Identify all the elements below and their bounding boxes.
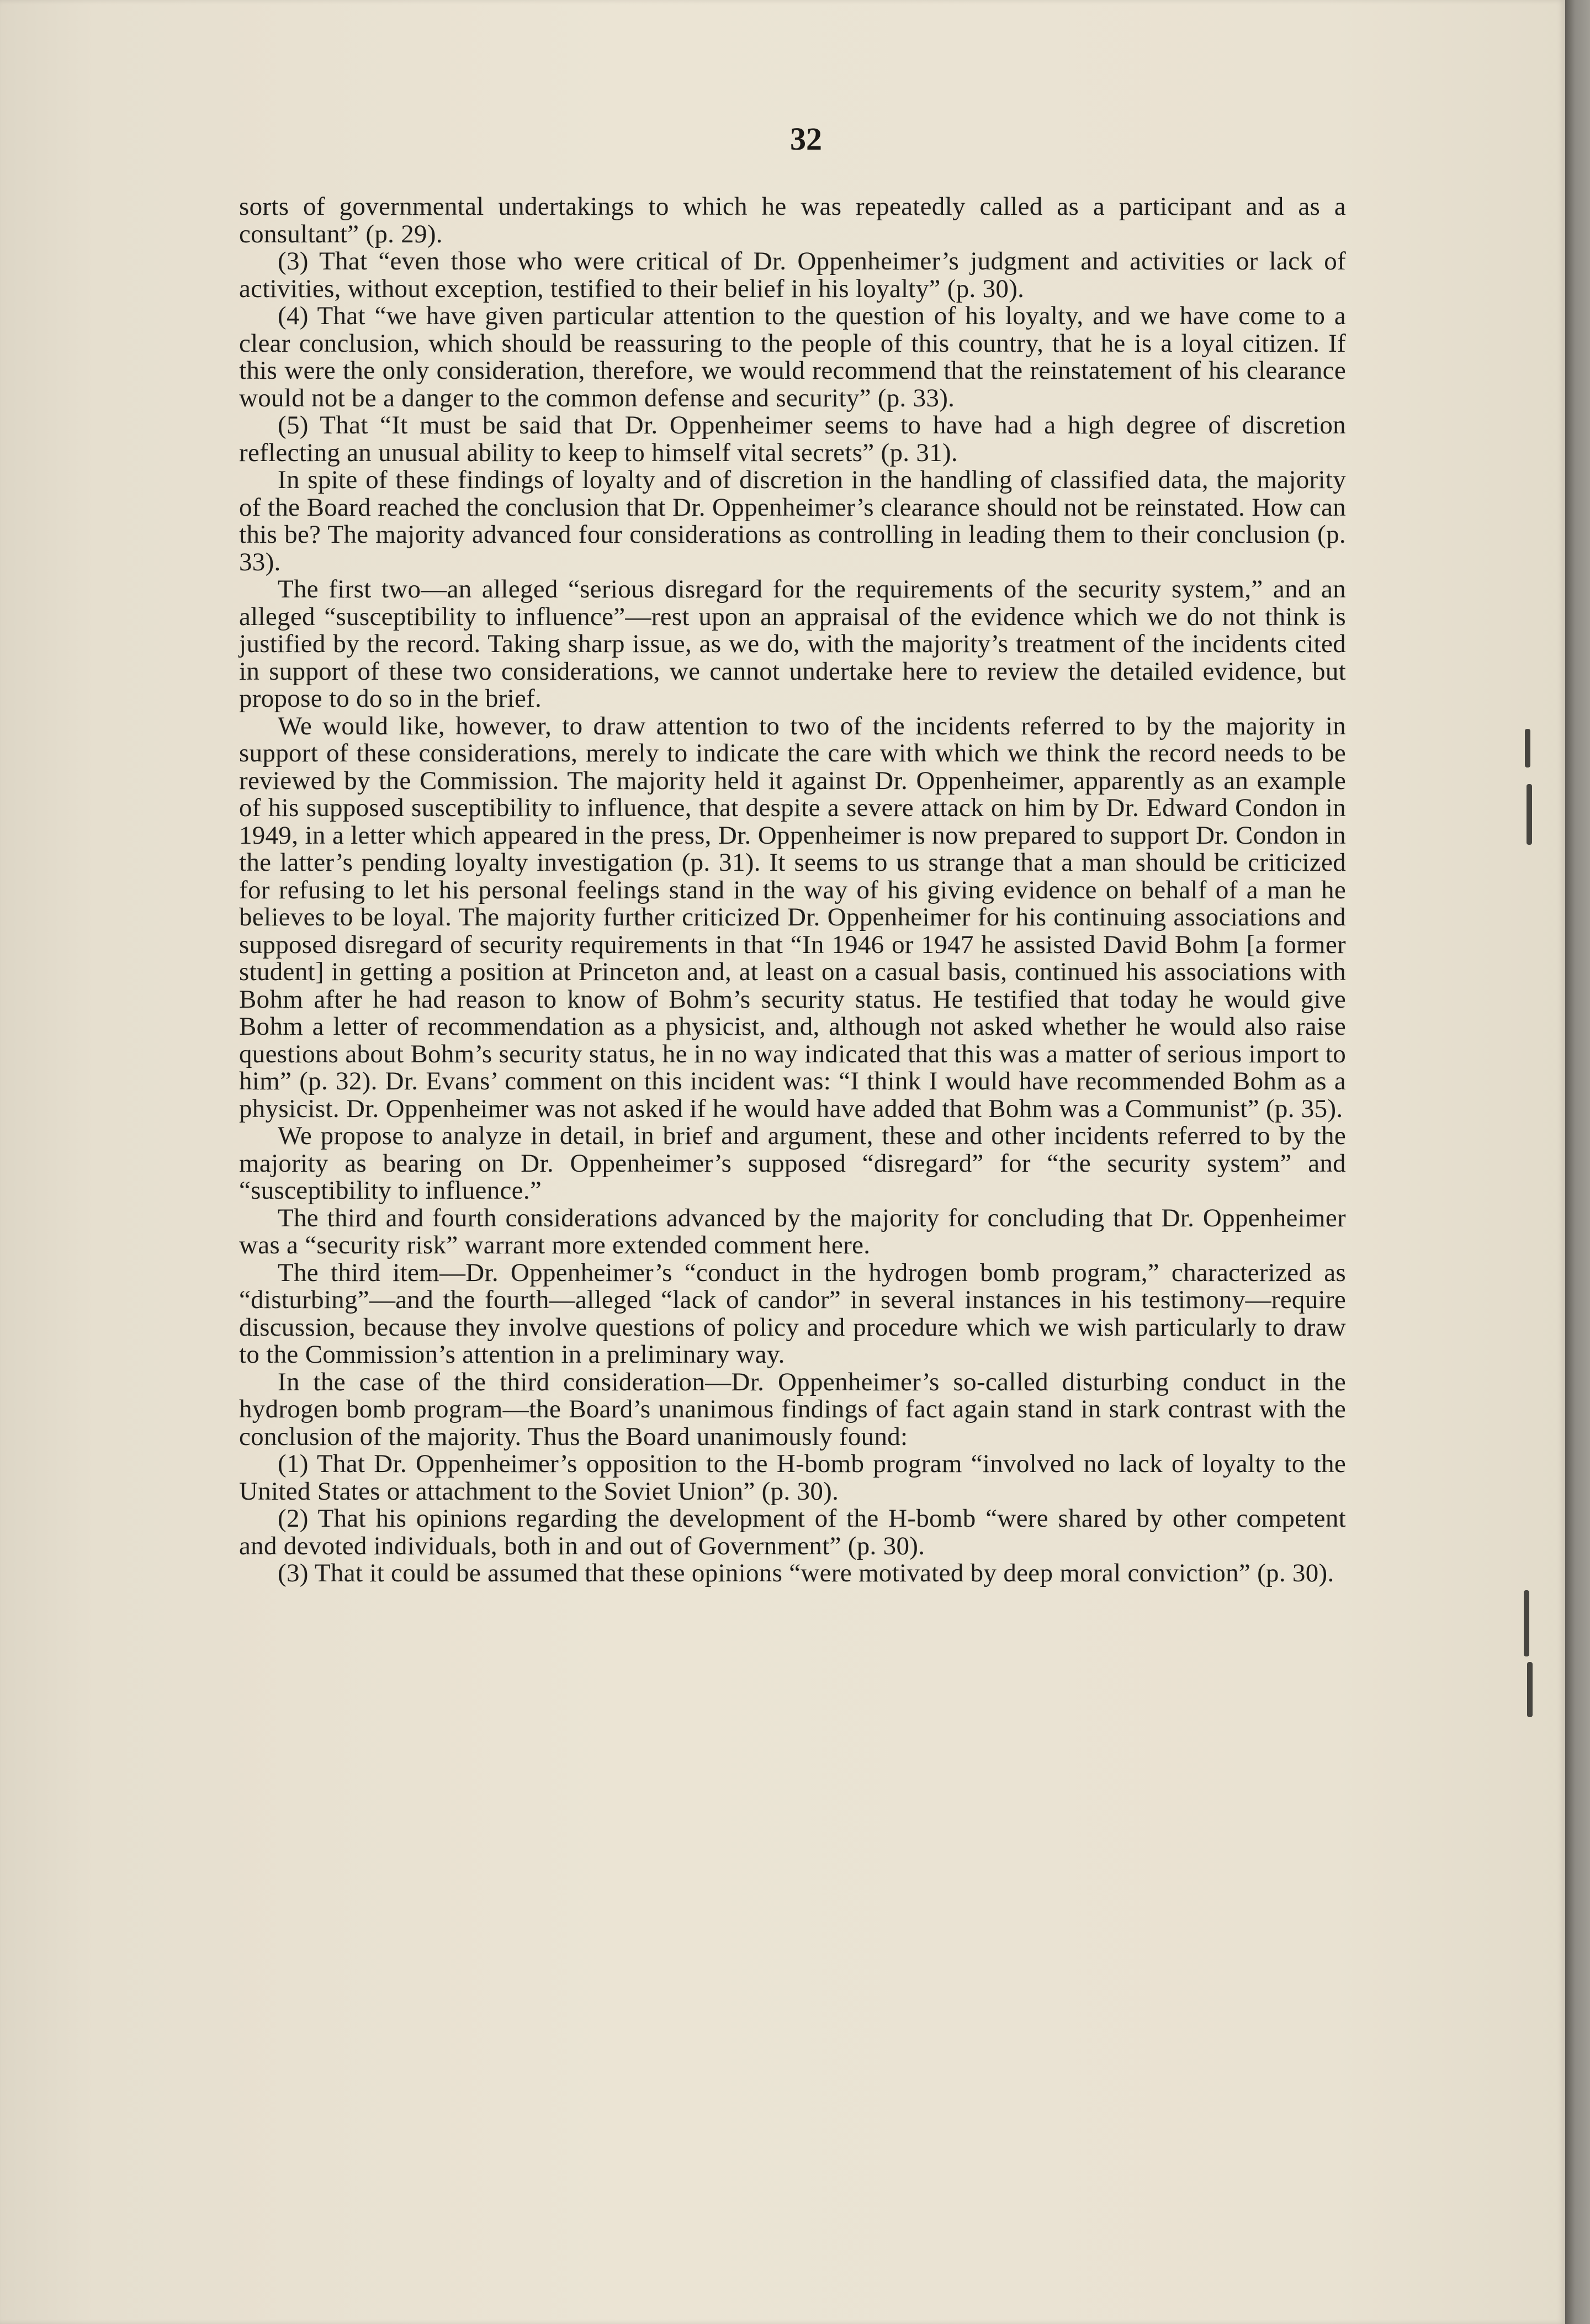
paragraph: (2) That his opinions regarding the development of the H-bomb “were shared by other competent and devoted individuals, both in and out of Government” (p. 30).: [239, 1504, 1346, 1560]
paragraph: In the case of the third consideration—Dr. Oppenheimer’s so-called disturbing conduct in the hydrogen bomb program—the Board’s unanimous findings of fact again stand in stark contrast with the conclusion of the majority. Thus the Board unanimously found:: [239, 1367, 1346, 1451]
staple-mark: [1527, 784, 1532, 845]
paragraph: (3) That “even those who were critical of Dr. Oppenheimer’s judgment and activities or lack of activities, without exception, testified to their belief in his loyalty” (p. 30).: [239, 247, 1346, 303]
paragraph: We propose to analyze in detail, in brief and argument, these and other incidents referred to by the majority as bearing on Dr. Oppenheimer’s supposed “disregard” for “the security system” and “susceptibility to influence.”: [239, 1121, 1346, 1205]
paragraph: (1) That Dr. Oppenheimer’s opposition to the H-bomb program “involved no lack of loyalty to the United States or attachment to the Soviet Union” (p. 30).: [239, 1449, 1346, 1506]
paragraph: (3) That it could be assumed that these opinions “were motivated by deep moral conviction” (p. 30).: [278, 1559, 1334, 1587]
paragraph: The third item—Dr. Oppenheimer’s “conduct in the hydrogen bomb program,” characterized as “disturbing”—and the fourth—alleged “lack of candor” in several instances in his testimony—require discussion, because they involve questions of policy and procedure which we wish particularly to draw to the Commission’s attention in a preliminary way.: [239, 1258, 1346, 1369]
paragraph: (5) That “It must be said that Dr. Oppenheimer seems to have had a high degree of discretion reflecting an unusual ability to keep to himself vital secrets” (p. 31).: [239, 411, 1346, 467]
paragraph: The first two—an alleged “serious disregard for the requirements of the security system,” and an alleged “susceptibility to influence”—rest upon an appraisal of the evidence which we do not think is justified by the record. Taking sharp issue, as we do, with the majority’s treatment of the incidents cited in support of these two considerations, we cannot undertake here to review the detailed evidence, but propose to do so in the brief.: [239, 575, 1346, 713]
body-text: [239, 193, 1346, 1587]
paragraph: sorts of governmental undertakings to which he was repeatedly called as a participant and as a consultant” (p. 29).: [239, 192, 1346, 248]
staple-mark: [1524, 1590, 1529, 1656]
staple-mark: [1527, 1662, 1533, 1717]
staple-mark: [1525, 729, 1530, 767]
paragraph: (4) That “we have given particular attention to the question of his loyalty, and we have come to a clear conclusion, which should be reassuring to the people of this country, that he is a loyal citizen. If this were the only consideration, therefore, we would recommend that the reinstatement of his clearance would not be a danger to the common defense and security” (p. 33).: [239, 301, 1346, 412]
paragraph: In spite of these findings of loyalty and of discretion in the handling of classified data, the majority of the Board reached the conclusion that Dr. Oppenheimer’s clearance should not be reinstated. How can this be? The majority advanced four considerations as controlling in leading them to their conclusion (p. 33).: [239, 465, 1346, 576]
paragraph: We would like, however, to draw attention to two of the incidents referred to by the majority in support of these considerations, merely to indicate the care with which we think the record needs to be reviewed by the Commission. The majority held it against Dr. Oppenheimer, apparently as an example of his supposed susceptibility to influence, that despite a severe attack on him by Dr. Edward Condon in 1949, in a letter which appeared in the press, Dr. Oppenheimer is now prepared to support Dr. Condon in the latter’s pending loyalty investigation (p. 31). It seems to us strange that a man should be criticized for refusing to let his personal feelings stand in the way of his giving evidence on behalf of a man he believes to be loyal. The majority further criticized Dr. Oppenheimer for his continuing associations and supposed disregard of security requirements in that “In 1946 or 1947 he assisted David Bohm [a former student] in getting a position at Princeton and, at least on a casual basis, continued his associations with Bohm after he had reason to know of Bohm’s security status. He testified that today he would give Bohm a letter of recommendation as a physicist, and, although not asked whether he would also raise questions about Bohm’s security status, he in no way indicated that this was a matter of serious import to him” (p. 32). Dr. Evans’ comment on this incident was: “I think I would have recommended Bohm as a physicist. Dr. Oppenheimer was not asked if he would have added that Bohm was a Communist” (p. 35).: [239, 711, 1346, 1123]
background-edge: [1565, 0, 1590, 2324]
page-number: 32: [790, 121, 822, 157]
paragraph: The third and fourth considerations advanced by the majority for concluding that Dr. Oppenheimer was a “security risk” warrant more extended comment here.: [239, 1203, 1346, 1259]
